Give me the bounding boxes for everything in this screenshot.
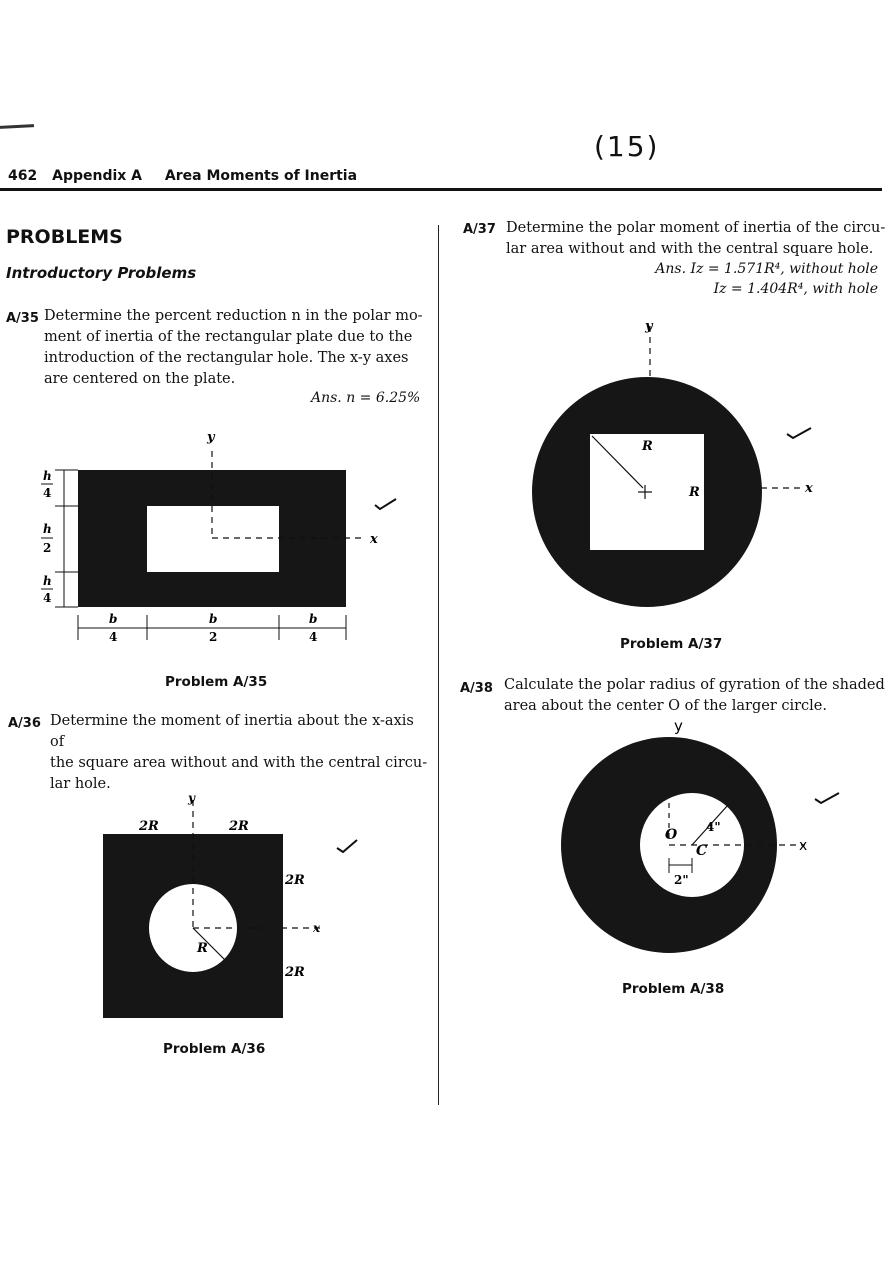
header-rule <box>0 188 882 191</box>
dim-h4-bottom <box>41 574 53 605</box>
caption-a35: Problem A/35 <box>165 674 268 690</box>
svg-text:h: h <box>43 574 52 588</box>
running-header <box>8 168 357 184</box>
figure-a38 <box>555 715 855 985</box>
text-line: the square area without and with the central circu- <box>50 755 428 771</box>
chapter-title: Area Moments of Inertia <box>164 168 358 184</box>
radius-label-inner: R <box>642 439 653 454</box>
dim-2in-label: 2" <box>674 873 689 887</box>
x-axis-label: x <box>370 532 378 547</box>
text-line: Calculate the polar radius of gyration of the shaded <box>504 677 885 693</box>
dim-h2 <box>41 522 53 555</box>
column-divider <box>438 225 439 1105</box>
answer-line: Iz = 1.404R⁴, with hole <box>713 281 878 297</box>
y-axis-label: y <box>645 319 653 334</box>
handwritten-page-mark: (15) <box>594 130 660 163</box>
x-axis-label: x <box>313 921 321 935</box>
answer-line: Ans. Iz = 1.571R⁴, without hole <box>655 261 878 277</box>
svg-text:b: b <box>309 612 318 626</box>
figure-a35 <box>30 425 410 665</box>
check-mark <box>815 793 839 803</box>
problem-text-a36 <box>50 711 430 795</box>
dim-2r-right-bottom: 2R <box>285 965 305 980</box>
center-c-label: C <box>696 843 708 859</box>
dim-h4-top <box>41 469 53 500</box>
corner-mark <box>0 124 34 129</box>
check-mark <box>337 840 357 852</box>
radius-label-side: R <box>689 485 700 500</box>
check-mark <box>787 428 811 438</box>
dim-2r-top-left: 2R <box>139 819 159 834</box>
text-line: area about the center O of the larger circle. <box>504 698 828 714</box>
svg-text:4: 4 <box>109 630 118 644</box>
text-line: introduction of the rectangular hole. The x-y axes <box>44 350 409 366</box>
text-line: ment of inertia of the rectangular plate due to the <box>44 329 413 345</box>
answer-a35: Ans. n = 6.25% <box>311 390 421 406</box>
svg-text:2: 2 <box>43 541 52 555</box>
y-axis-label: y <box>207 430 215 445</box>
text-line: lar hole. <box>50 776 111 792</box>
svg-text:h: h <box>43 469 52 483</box>
text-line: Determine the polar moment of inertia of the circu- <box>506 220 886 236</box>
section-heading: PROBLEMS <box>6 226 123 248</box>
svg-text:2: 2 <box>209 630 218 644</box>
caption-a36: Problem A/36 <box>163 1041 266 1057</box>
check-mark <box>375 499 396 509</box>
dim-2r-right-top: 2R <box>285 873 305 888</box>
section-subheading: Introductory Problems <box>6 264 197 282</box>
radius-label: R <box>197 941 208 956</box>
page-number: 462 <box>8 168 38 184</box>
center-o-label: O <box>665 827 678 843</box>
caption-a37: Problem A/37 <box>620 636 723 652</box>
problem-text-a35 <box>44 306 424 390</box>
dim-b4-left <box>106 612 118 644</box>
dim-4in-label: 4" <box>706 820 721 834</box>
svg-text:4: 4 <box>43 591 52 605</box>
figure-a37 <box>525 316 825 616</box>
svg-text:4: 4 <box>309 630 318 644</box>
svg-text:h: h <box>43 522 52 536</box>
svg-text:4: 4 <box>43 486 52 500</box>
problem-number-a38: A/38 <box>460 681 493 696</box>
y-axis-label-handwritten: y <box>674 717 683 735</box>
dim-b2 <box>206 612 218 644</box>
x-axis-label-handwritten: x <box>799 838 808 854</box>
problem-number-a36: A/36 <box>8 716 41 731</box>
text-line: Determine the moment of inertia about the x-axis of <box>50 713 414 750</box>
problem-number-a37: A/37 <box>463 222 496 237</box>
answer-a37 <box>650 259 878 299</box>
x-axis-label: x <box>805 481 813 496</box>
figure-a36 <box>95 790 375 1030</box>
svg-text:b: b <box>209 612 218 626</box>
dim-b4-right <box>306 612 318 644</box>
dim-2r-top-right: 2R <box>229 819 249 834</box>
rectangular-hole <box>147 506 279 572</box>
text-line: are centered on the plate. <box>44 371 236 387</box>
problem-text-a38 <box>504 675 889 717</box>
appendix-label: Appendix A <box>52 168 143 184</box>
svg-text:b: b <box>109 612 118 626</box>
problem-text-a37 <box>506 218 891 260</box>
text-line: lar area without and with the central square hole. <box>506 241 874 257</box>
problem-number-a35: A/35 <box>6 311 39 326</box>
text-line: Determine the percent reduction n in the polar mo- <box>44 308 423 324</box>
caption-a38: Problem A/38 <box>622 981 725 997</box>
y-axis-label: y <box>188 791 195 805</box>
